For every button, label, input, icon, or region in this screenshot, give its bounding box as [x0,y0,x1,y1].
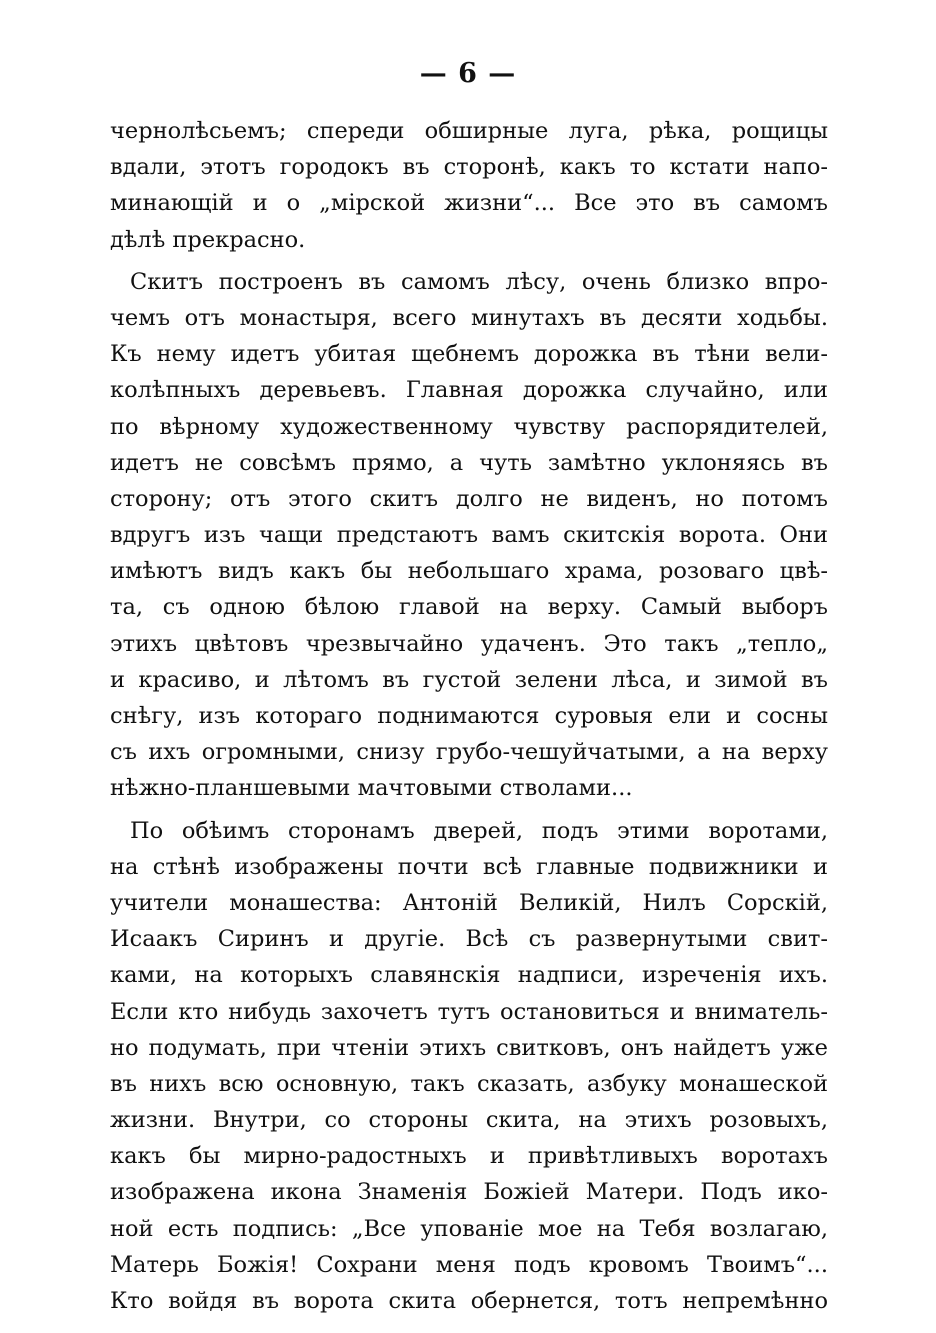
text-line: Если кто нибудь захочетъ тутъ остановиться и вниматель- [110,998,828,1025]
text-line: Матерь Божія! Сохрани меня подъ кровомъ Твоимъ“... [110,1251,828,1278]
text-line: Кто войдя въ ворота скита обернется, тотъ непремѣнно [110,1288,828,1314]
body-text [110,113,828,1319]
text-line: въ нихъ всю основную, такъ сказать, азбуку монашеской [110,1070,828,1097]
text-line: чемъ отъ монастыря, всего минутахъ въ десяти ходьбы. [110,304,828,331]
text-line: и красиво, и лѣтомъ въ густой зелени лѣса, и зимой въ [110,666,828,693]
text-line: минающій и о „мірской жизни“... Все это въ самомъ [110,190,828,217]
text-line: жизни. Внутри, со стороны скита, на этихъ розовыхъ, [110,1107,828,1134]
text-line: чернолѣсьемъ; спереди обширные луга, рѣка, рощицы [110,118,828,144]
text-line: сторону; отъ этого скитъ долго не виденъ, но потомъ [110,485,828,512]
paragraph-3 [110,813,828,1320]
text-line: на стѣнѣ изображены почти всѣ главные подвижники и [110,853,828,880]
text-line: снѣгу, изъ котораго поднимаются суровыя ели и сосны [110,703,828,729]
text-line: съ ихъ огромными, снизу грубо-чешуйчатыми, а на верху [110,739,828,766]
text-line: но подумать, при чтеніи этихъ свитковъ, онъ найдетъ уже [110,1034,828,1061]
text-line: имѣютъ видъ какъ бы небольшаго храма, розоваго цвѣ- [110,558,828,585]
paragraph-2 [110,264,828,807]
page-number: — 6 — [419,58,517,89]
text-line: По обѣимъ сторонамъ дверей, подъ этими воротами, [130,817,828,844]
text-line: ной есть подпись: „Все упованіе мое на Тебя возлагаю, [110,1215,828,1242]
text-line: ками, на которыхъ славянскія надписи, изреченія ихъ. [110,962,828,989]
text-line: какъ бы мирно-радостныхъ и привѣтливыхъ воротахъ [110,1143,828,1170]
text-line: Исаакъ Сиринъ и другіе. Всѣ съ развернутыми свит- [110,926,828,953]
text-line: идетъ не совсѣмъ прямо, а чуть замѣтно уклоняясь въ [110,449,828,476]
text-line: дѣлѣ прекрасно. [110,226,306,253]
text-line: колѣпныхъ деревьевъ. Главная дорожка случайно, или [110,377,828,404]
text-line: изображена икона Знаменія Божіей Матери. Подъ ико- [110,1179,828,1206]
text-line: Къ нему идетъ убитая щебнемъ дорожка въ тѣни вели- [110,341,828,368]
text-line: учители монашества: Антоній Великій, Нилъ Сорскій, [110,889,828,916]
text-line: та, съ одною бѣлою главой на верху. Самый выборъ [110,594,828,621]
text-line: вдругъ изъ чащи предстаютъ вамъ скитскія ворота. Они [110,522,828,549]
text-line: нѣжно-планшевыми мачтовыми стволами... [110,775,633,802]
text-line: вдали, этотъ городокъ въ сторонѣ, какъ то кстати напо- [110,154,828,181]
text-line: Скитъ построенъ въ самомъ лѣсу, очень близко впро- [130,268,828,295]
text-line: по вѣрному художественному чувству распорядителей, [110,413,828,440]
text-line: этихъ цвѣтовъ чрезвычайно удаченъ. Это такъ „тепло„ [110,630,828,657]
paragraph-1 [110,113,828,258]
